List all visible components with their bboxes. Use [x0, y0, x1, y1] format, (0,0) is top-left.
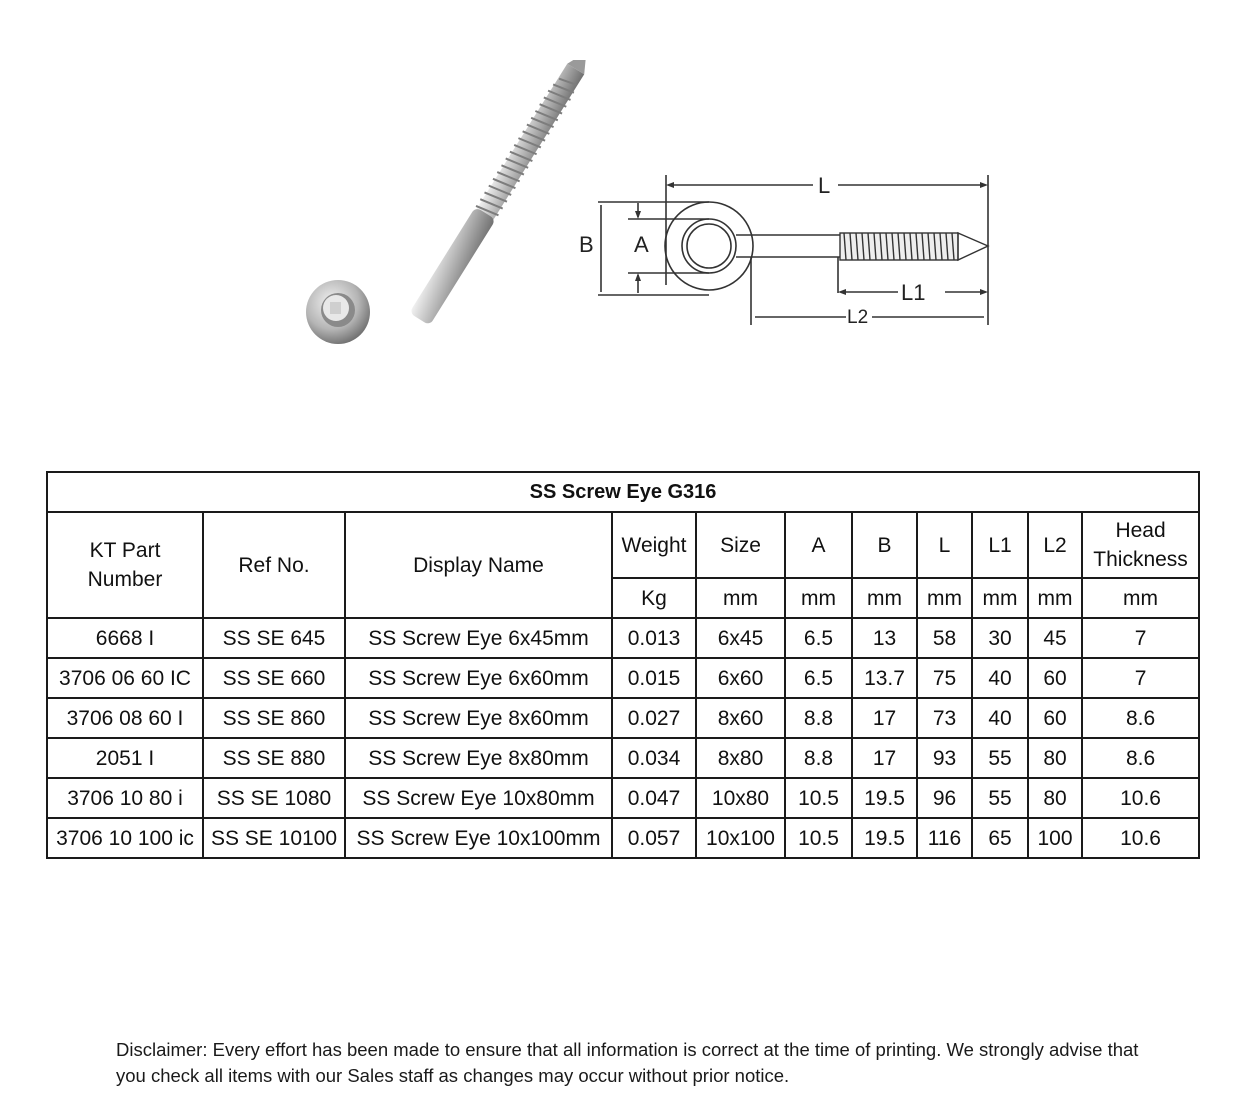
unit-a: mm	[785, 578, 852, 618]
cell-display-name: SS Screw Eye 10x100mm	[345, 818, 612, 858]
cell-a: 8.8	[785, 698, 852, 738]
dimension-diagram	[570, 165, 1010, 335]
cell-weight: 0.047	[612, 778, 696, 818]
cell-display-name: SS Screw Eye 8x80mm	[345, 738, 612, 778]
column-header-l2: L2	[1028, 512, 1082, 578]
cell-b: 13.7	[852, 658, 917, 698]
cell-l1: 40	[972, 658, 1028, 698]
header-row	[47, 512, 1199, 578]
cell-weight: 0.015	[612, 658, 696, 698]
cell-display-name: SS Screw Eye 10x80mm	[345, 778, 612, 818]
cell-display-name: SS Screw Eye 8x60mm	[345, 698, 612, 738]
column-header-size: Size	[696, 512, 785, 578]
cell-l1: 55	[972, 778, 1028, 818]
column-header-weight: Weight	[612, 512, 696, 578]
column-header-a: A	[785, 512, 852, 578]
cell-display-name: SS Screw Eye 6x60mm	[345, 658, 612, 698]
cell-head-thickness: 7	[1082, 618, 1199, 658]
cell-l2: 45	[1028, 618, 1082, 658]
cell-kt-part-number: 3706 10 80 i	[47, 778, 203, 818]
table-row	[47, 658, 1199, 698]
cell-l: 116	[917, 818, 972, 858]
cell-b: 19.5	[852, 818, 917, 858]
table-row	[47, 738, 1199, 778]
cell-head-thickness: 10.6	[1082, 818, 1199, 858]
cell-head-thickness: 8.6	[1082, 738, 1199, 778]
unit-size: mm	[696, 578, 785, 618]
table-row	[47, 818, 1199, 858]
cell-ref-no: SS SE 660	[203, 658, 345, 698]
cell-weight: 0.027	[612, 698, 696, 738]
cell-l: 96	[917, 778, 972, 818]
unit-weight: Kg	[612, 578, 696, 618]
cell-b: 13	[852, 618, 917, 658]
cell-size: 8x60	[696, 698, 785, 738]
cell-l: 73	[917, 698, 972, 738]
cell-kt-part-number: 3706 08 60 I	[47, 698, 203, 738]
cell-l2: 80	[1028, 738, 1082, 778]
cell-weight: 0.034	[612, 738, 696, 778]
column-header-b: B	[852, 512, 917, 578]
cell-kt-part-number: 3706 06 60 IC	[47, 658, 203, 698]
dim-label-l: L	[818, 173, 831, 198]
cell-a: 10.5	[785, 778, 852, 818]
cell-head-thickness: 8.6	[1082, 698, 1199, 738]
cell-ref-no: SS SE 645	[203, 618, 345, 658]
unit-b: mm	[852, 578, 917, 618]
cell-display-name: SS Screw Eye 6x45mm	[345, 618, 612, 658]
cell-l2: 80	[1028, 778, 1082, 818]
table-row	[47, 698, 1199, 738]
dim-label-l1: L1	[901, 280, 926, 305]
column-header-l: L	[917, 512, 972, 578]
column-header-kt-part-number: KT Part Number	[47, 512, 203, 618]
cell-size: 10x100	[696, 818, 785, 858]
cell-b: 19.5	[852, 778, 917, 818]
cell-a: 8.8	[785, 738, 852, 778]
cell-l2: 60	[1028, 698, 1082, 738]
cell-a: 6.5	[785, 658, 852, 698]
cell-kt-part-number: 2051 I	[47, 738, 203, 778]
dim-label-l2: L2	[847, 307, 869, 328]
unit-head-thickness: mm	[1082, 578, 1199, 618]
cell-kt-part-number: 3706 10 100 ic	[47, 818, 203, 858]
table-row	[47, 618, 1199, 658]
cell-size: 6x45	[696, 618, 785, 658]
cell-head-thickness: 10.6	[1082, 778, 1199, 818]
unit-l2: mm	[1028, 578, 1082, 618]
cell-l1: 30	[972, 618, 1028, 658]
cell-l2: 60	[1028, 658, 1082, 698]
cell-weight: 0.013	[612, 618, 696, 658]
cell-a: 10.5	[785, 818, 852, 858]
cell-size: 6x60	[696, 658, 785, 698]
cell-kt-part-number: 6668 I	[47, 618, 203, 658]
disclaimer-text: Disclaimer: Every effort has been made to ensure that all information is correct at the time of printing. We strongly advise that you check all items with our Sales staff as changes may occur without prior notice.	[116, 1039, 1139, 1086]
cell-l: 58	[917, 618, 972, 658]
column-header-head-thickness: Head Thickness	[1082, 512, 1199, 578]
cell-a: 6.5	[785, 618, 852, 658]
cell-l2: 100	[1028, 818, 1082, 858]
cell-head-thickness: 7	[1082, 658, 1199, 698]
cell-ref-no: SS SE 1080	[203, 778, 345, 818]
cell-l1: 55	[972, 738, 1028, 778]
spec-table	[46, 471, 1200, 859]
unit-l: mm	[917, 578, 972, 618]
cell-ref-no: SS SE 860	[203, 698, 345, 738]
cell-l1: 40	[972, 698, 1028, 738]
cell-weight: 0.057	[612, 818, 696, 858]
cell-size: 8x80	[696, 738, 785, 778]
dim-label-b: B	[579, 232, 594, 257]
dim-label-a: A	[634, 232, 649, 257]
column-header-ref-no: Ref No.	[203, 512, 345, 618]
table-title: SS Screw Eye G316	[47, 472, 1199, 512]
unit-l1: mm	[972, 578, 1028, 618]
cell-l1: 65	[972, 818, 1028, 858]
column-header-l1: L1	[972, 512, 1028, 578]
cell-b: 17	[852, 738, 917, 778]
column-header-display-name: Display Name	[345, 512, 612, 618]
cell-l: 75	[917, 658, 972, 698]
cell-ref-no: SS SE 880	[203, 738, 345, 778]
table-row	[47, 778, 1199, 818]
cell-size: 10x80	[696, 778, 785, 818]
cell-b: 17	[852, 698, 917, 738]
cell-ref-no: SS SE 10100	[203, 818, 345, 858]
cell-l: 93	[917, 738, 972, 778]
